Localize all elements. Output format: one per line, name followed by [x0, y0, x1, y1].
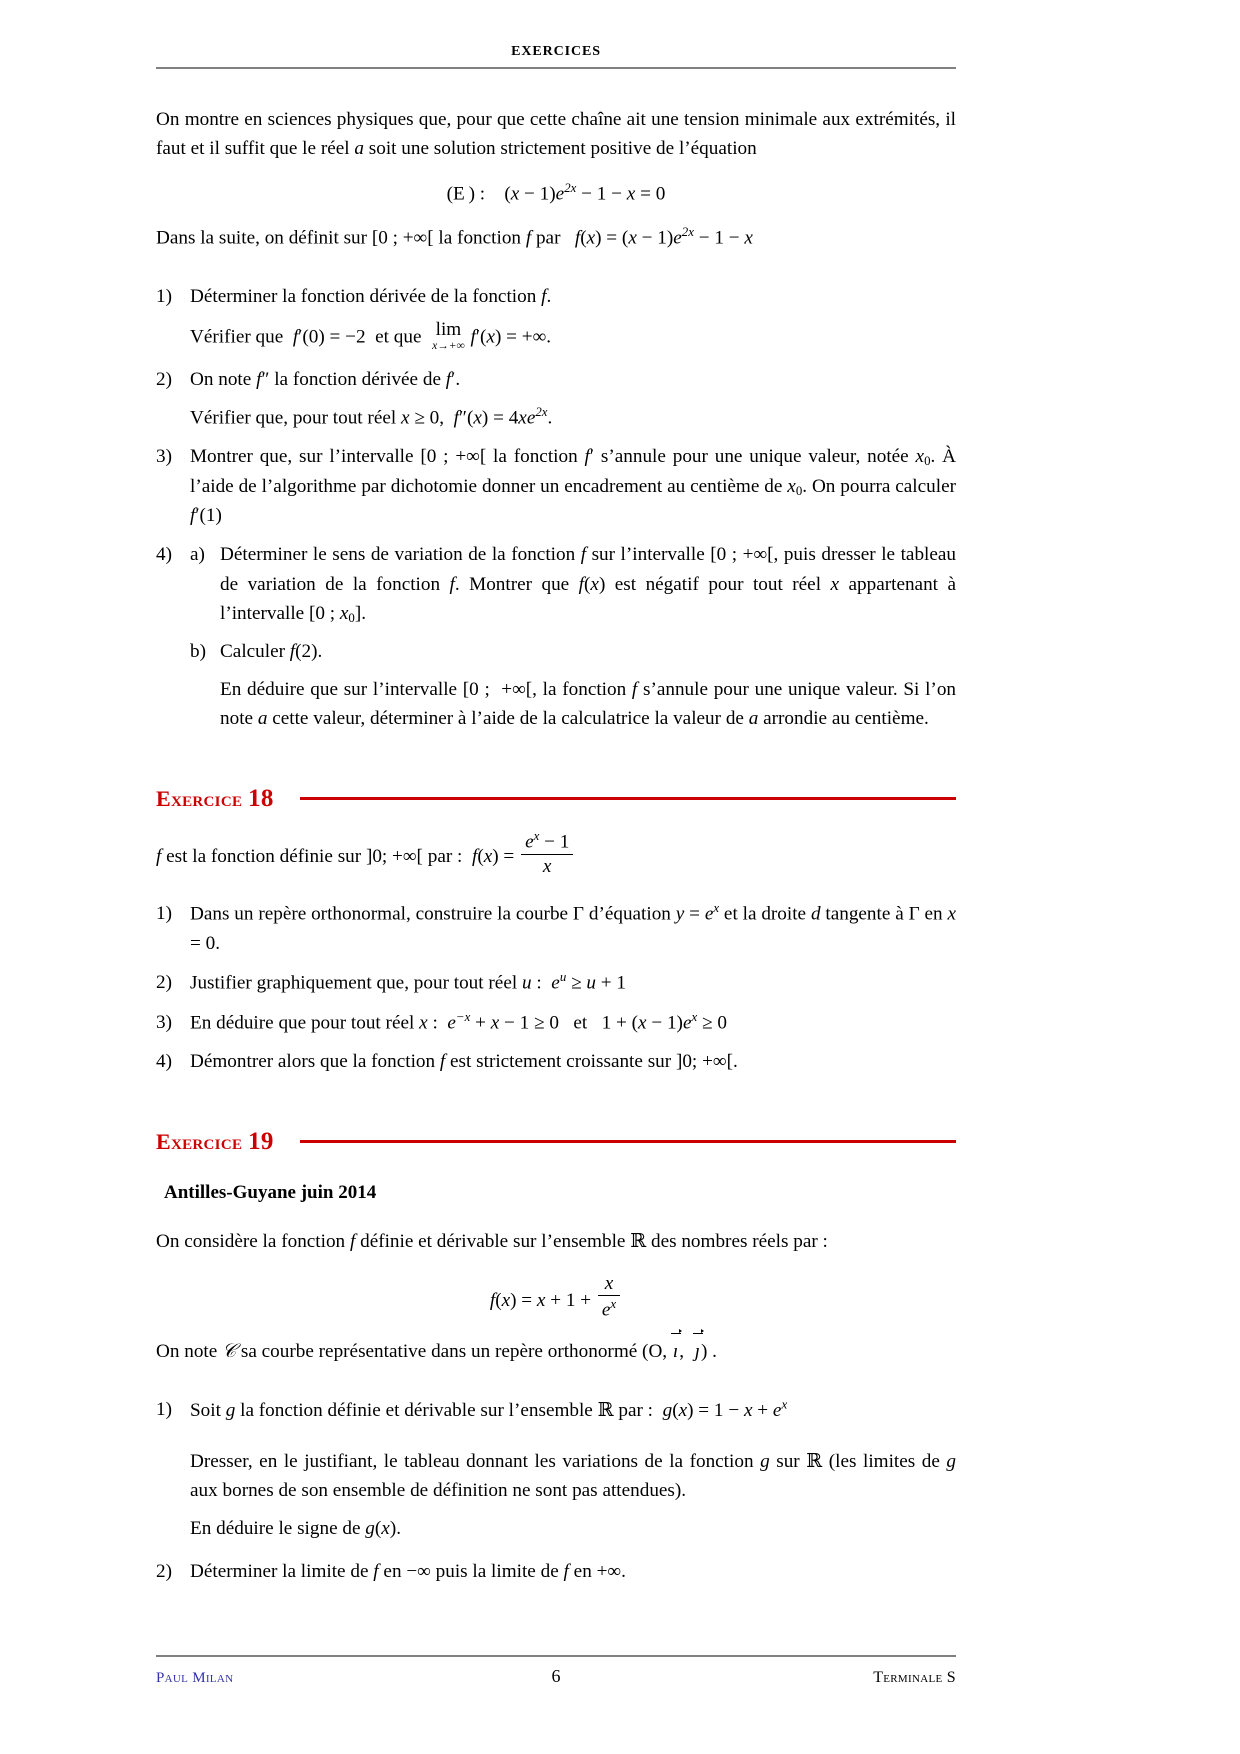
exercice-19-title — [156, 1123, 274, 1161]
exercice19-question-list — [156, 1395, 956, 1586]
exercice-19-intro: On considère la fonction f définie et dérivable sur l’ensemble ℝ des nombres réels par : — [156, 1229, 828, 1253]
definition-line: Dans la suite, on définit sur [0 ; +∞[ la fonction f par $f(x) = (x - 1)e^{2x} - 1 - x$ — [156, 225, 753, 249]
item-body: Déterminer la fonction dérivée de la fonction f. Vérifier que f′(0) = −2 et que lim x→+∞ f′(x) = +∞. — [190, 282, 956, 355]
exercice-19-rule — [300, 1140, 956, 1143]
item-number: 2) — [156, 368, 172, 390]
item-continuation: Vérifier que f′(0) = −2 et que lim x→+∞ f′(x) = +∞. — [190, 320, 956, 355]
page-content — [156, 105, 956, 1586]
sub-item-body: Calculer f(2). En déduire que sur l’intervalle [0 ; +∞[, la fonction f s’annule pour une unique valeur. Si l’on note a cette valeur, déterminer à l’aide de la calculatrice la valeur de a arrondie au centième. — [220, 637, 956, 734]
item-body: Soit g la fonction définie et dérivable sur l’ensemble ℝ par : $g(x) = 1 - x + e^x$ Dresser, en le justifiant, le tableau donnant les variations de la fonction g sur ℝ (les limites de g aux bornes de son ensemble de définition ne sont pas attendues). En déduire le signe de g(x). — [190, 1395, 956, 1543]
intro-paragraph: On montre en sciences physiques que, pour que cette chaîne ait une tension minimale aux extrémités, il faut et il suffit que le réel a soit une solution strictement positive de l’équation — [156, 109, 956, 160]
item-continuation: En déduire le signe de g(x). — [190, 1517, 401, 1539]
list-item — [156, 540, 956, 733]
fraction-ex18: $\frac{e^x - 1}{x}$ — [521, 829, 573, 879]
exercice-19-display-formula: f(x) = x + 1 + $\frac{x}{e^x}$ — [156, 1273, 956, 1323]
exercice-18-statement: f est la fonction définie sur ]0; +∞[ par : f(x) = $\frac{e^x - 1}{x}$ — [156, 829, 956, 879]
footer-page-number: 6 — [551, 1666, 561, 1686]
list-item — [156, 899, 956, 958]
item-continuation: Vérifier que, pour tout réel x ≥ 0, $f''(x) = 4xe^{2x}$. — [190, 404, 553, 429]
exercice-18-title — [156, 780, 274, 818]
item-body — [190, 540, 956, 733]
footer-author: Paul Milan — [156, 1670, 234, 1686]
exercice-18-title-number: 18 — [248, 784, 274, 812]
list-item — [156, 1008, 956, 1038]
item-body: Dans un repère orthonormal, construire la courbe Γ d’équation $y = e^x$ et la droite d tangente à Γ en x = 0. — [190, 901, 957, 954]
exercice-19-note-line: On note 𝒞 sa courbe représentative dans un repère orthonormé (O, ı, ȷ) . — [156, 1336, 956, 1366]
sub-item-label: a) — [190, 544, 205, 566]
list-item — [156, 968, 956, 998]
item-body: Justifier graphiquement que, pour tout réel u : $e^u \ge u + 1$ — [190, 970, 626, 994]
list-item — [156, 442, 956, 530]
item-body: On note f″ la fonction dérivée de f′. Vérifier que, pour tout réel x ≥ 0, $f''(x) = 4xe^{2x}$. — [190, 365, 956, 433]
item-continuation: Dresser, en le justifiant, le tableau donnant les variations de la fonction g sur ℝ (les limites de g aux bornes de son ensemble de définition ne sont pas attendues). — [190, 1448, 957, 1501]
item-body: Déterminer la limite de f en −∞ puis la limite de f en +∞. — [190, 1561, 626, 1583]
item-number: 2) — [156, 1561, 172, 1583]
footer-level: Terminale S — [873, 1669, 956, 1686]
sub-item — [190, 540, 956, 628]
item-number: 1) — [156, 285, 172, 307]
sub-item-body: Déterminer le sens de variation de la fonction f sur l’intervalle [0 ; +∞[, puis dresser le tableau de variation de la fonction f. Montrer que f(x) est négatif pour tout réel x appartenant à l’intervalle [0 ; $x_0$]. — [220, 544, 956, 625]
item-number: 1) — [156, 903, 172, 925]
running-head: EXERCICES — [511, 44, 601, 59]
exercice-18-title-word: Exercice — [156, 785, 243, 811]
item-number: 4) — [156, 1051, 172, 1073]
exercice-19-title-number: 19 — [248, 1127, 274, 1155]
limit-operator: lim x→+∞ — [432, 318, 465, 353]
exercice-18-rule — [300, 797, 956, 800]
item-number: 3) — [156, 446, 172, 468]
item-body: Montrer que, sur l’intervalle [0 ; +∞[ la fonction f′ s’annule pour une unique valeur, notée $x_0$. À l’aide de l’algorithme par dichotomie donner un encadrement au centième de $x_0$. On pourra calculer f′(1) — [190, 446, 956, 527]
item-body: En déduire que pour tout réel x : $e^{-x} + x - 1 \ge 0$ et $1 + (x - 1)e^x \ge 0$ — [190, 1009, 727, 1034]
item-number: 1) — [156, 1399, 172, 1421]
item-body: Démontrer alors que la fonction f est strictement croissante sur ]0; +∞[. — [190, 1051, 738, 1073]
list-item — [156, 282, 956, 355]
equation-E: (E ) : $(x - 1)e^{2x} - 1 - x = 0$ — [446, 181, 666, 205]
running-head-rule — [156, 67, 956, 69]
sub-item — [190, 637, 956, 734]
page — [156, 0, 956, 1754]
sub-item-label: b) — [190, 641, 206, 663]
list-item — [156, 1047, 956, 1076]
item-number: 2) — [156, 972, 172, 994]
list-item — [156, 1395, 956, 1543]
exercice17-question-list — [156, 282, 956, 734]
item-number: 4) — [156, 544, 172, 566]
exercice18-question-list — [156, 899, 956, 1076]
sub-item-continuation: En déduire que sur l’intervalle [0 ; +∞[, la fonction f s’annule pour une unique valeur. Si l’on note a cette valeur, déterminer à l’aide de la calculatrice la valeur de a arrondie au centième. — [220, 679, 957, 730]
page-footer — [156, 1666, 956, 1687]
exercice-18-header — [156, 780, 956, 818]
item-number: 3) — [156, 1011, 172, 1033]
fraction-ex19: $\frac{x}{e^x}$ — [598, 1273, 620, 1323]
footer-rule — [156, 1655, 956, 1657]
list-item — [156, 365, 956, 433]
exercice-19-title-word: Exercice — [156, 1128, 243, 1154]
exercice-19-source: Antilles-Guyane juin 2014 — [164, 1181, 377, 1203]
list-item — [156, 1557, 956, 1586]
exercice-19-header — [156, 1123, 956, 1161]
